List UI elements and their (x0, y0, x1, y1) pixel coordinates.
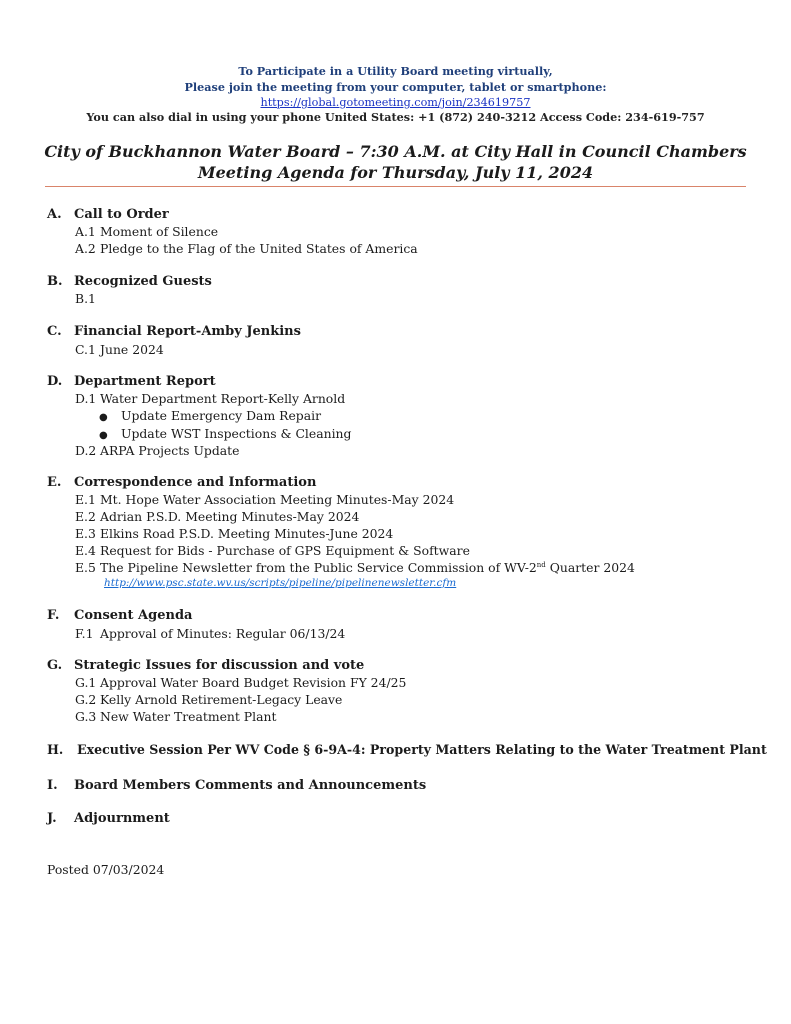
agenda-item: C.1 June 2024 (75, 342, 164, 357)
header-line-1: To Participate in a Utility Board meeting virtually, (238, 64, 553, 78)
agenda-item: F.1 Approval of Minutes: Regular 06/13/24 (75, 626, 346, 641)
agenda-item: E.4 Request for Bids - Purchase of GPS Equipment & Software (75, 543, 470, 558)
section-d: D. Department Report (47, 374, 216, 389)
agenda-item: G.2 Kelly Arnold Retirement-Legacy Leave (75, 692, 343, 707)
agenda-item: A.2 Pledge to the Flag of the United States of America (75, 241, 418, 256)
agenda-item: G.1 Approval Water Board Budget Revision FY 24/25 (75, 675, 407, 690)
header-dial-in: You can also dial in using your phone United States: +1 (872) 240-3212 Access Code: 234-619-757 (86, 110, 705, 124)
title-divider (45, 186, 746, 187)
section-c: C. Financial Report-Amby Jenkins (47, 324, 301, 339)
section-a: A. Call to Order (47, 207, 169, 222)
meeting-link[interactable]: https://global.gotomeeting.com/join/234619757 (260, 96, 531, 109)
section-i: I. Board Members Comments and Announcements (47, 778, 427, 793)
page-subtitle: Meeting Agenda for Thursday, July 11, 2024 (197, 163, 594, 182)
bullet-icon: ● (99, 412, 108, 423)
posted-date: Posted 07/03/2024 (47, 862, 165, 877)
page-title: City of Buckhannon Water Board – 7:30 A.M. at City Hall in Council Chambers (44, 142, 747, 161)
bullet-item: ● Update WST Inspections & Cleaning (99, 426, 352, 441)
section-g: G. Strategic Issues for discussion and vote (47, 658, 365, 673)
agenda-item: E.2 Adrian P.S.D. Meeting Minutes-May 2024 (75, 509, 360, 524)
section-f: F. Consent Agenda (47, 608, 193, 623)
section-e: E. Correspondence and Information (47, 475, 317, 490)
agenda-item: E.5 The Pipeline Newsletter from the Public Service Commission of WV-2nd Quarter 2024 (75, 560, 635, 575)
bullet-icon: ● (99, 430, 108, 441)
agenda-item: A.1 Moment of Silence (75, 224, 219, 239)
agenda-item: B.1 (75, 291, 96, 306)
pipeline-newsletter-link[interactable]: http://www.psc.state.wv.us/scripts/pipeline/pipelinenewsletter.cfm (104, 577, 457, 589)
agenda-item: E.3 Elkins Road P.S.D. Meeting Minutes-June 2024 (75, 526, 394, 541)
section-b: B. Recognized Guests (47, 274, 212, 289)
agenda-item: G.3 New Water Treatment Plant (75, 709, 277, 724)
section-j: J. Adjournment (47, 811, 170, 826)
agenda-item: E.1 Mt. Hope Water Association Meeting Minutes-May 2024 (75, 492, 455, 507)
header-line-2: Please join the meeting from your computer, tablet or smartphone: (184, 80, 607, 94)
bullet-item: ● Update Emergency Dam Repair (99, 408, 321, 423)
agenda-item: D.1 Water Department Report-Kelly Arnold (75, 391, 346, 406)
section-h: H. Executive Session Per WV Code § 6-9A-4: Property Matters Relating to the Water Treatment Plant (47, 742, 767, 757)
agenda-item: D.2 ARPA Projects Update (75, 443, 240, 458)
